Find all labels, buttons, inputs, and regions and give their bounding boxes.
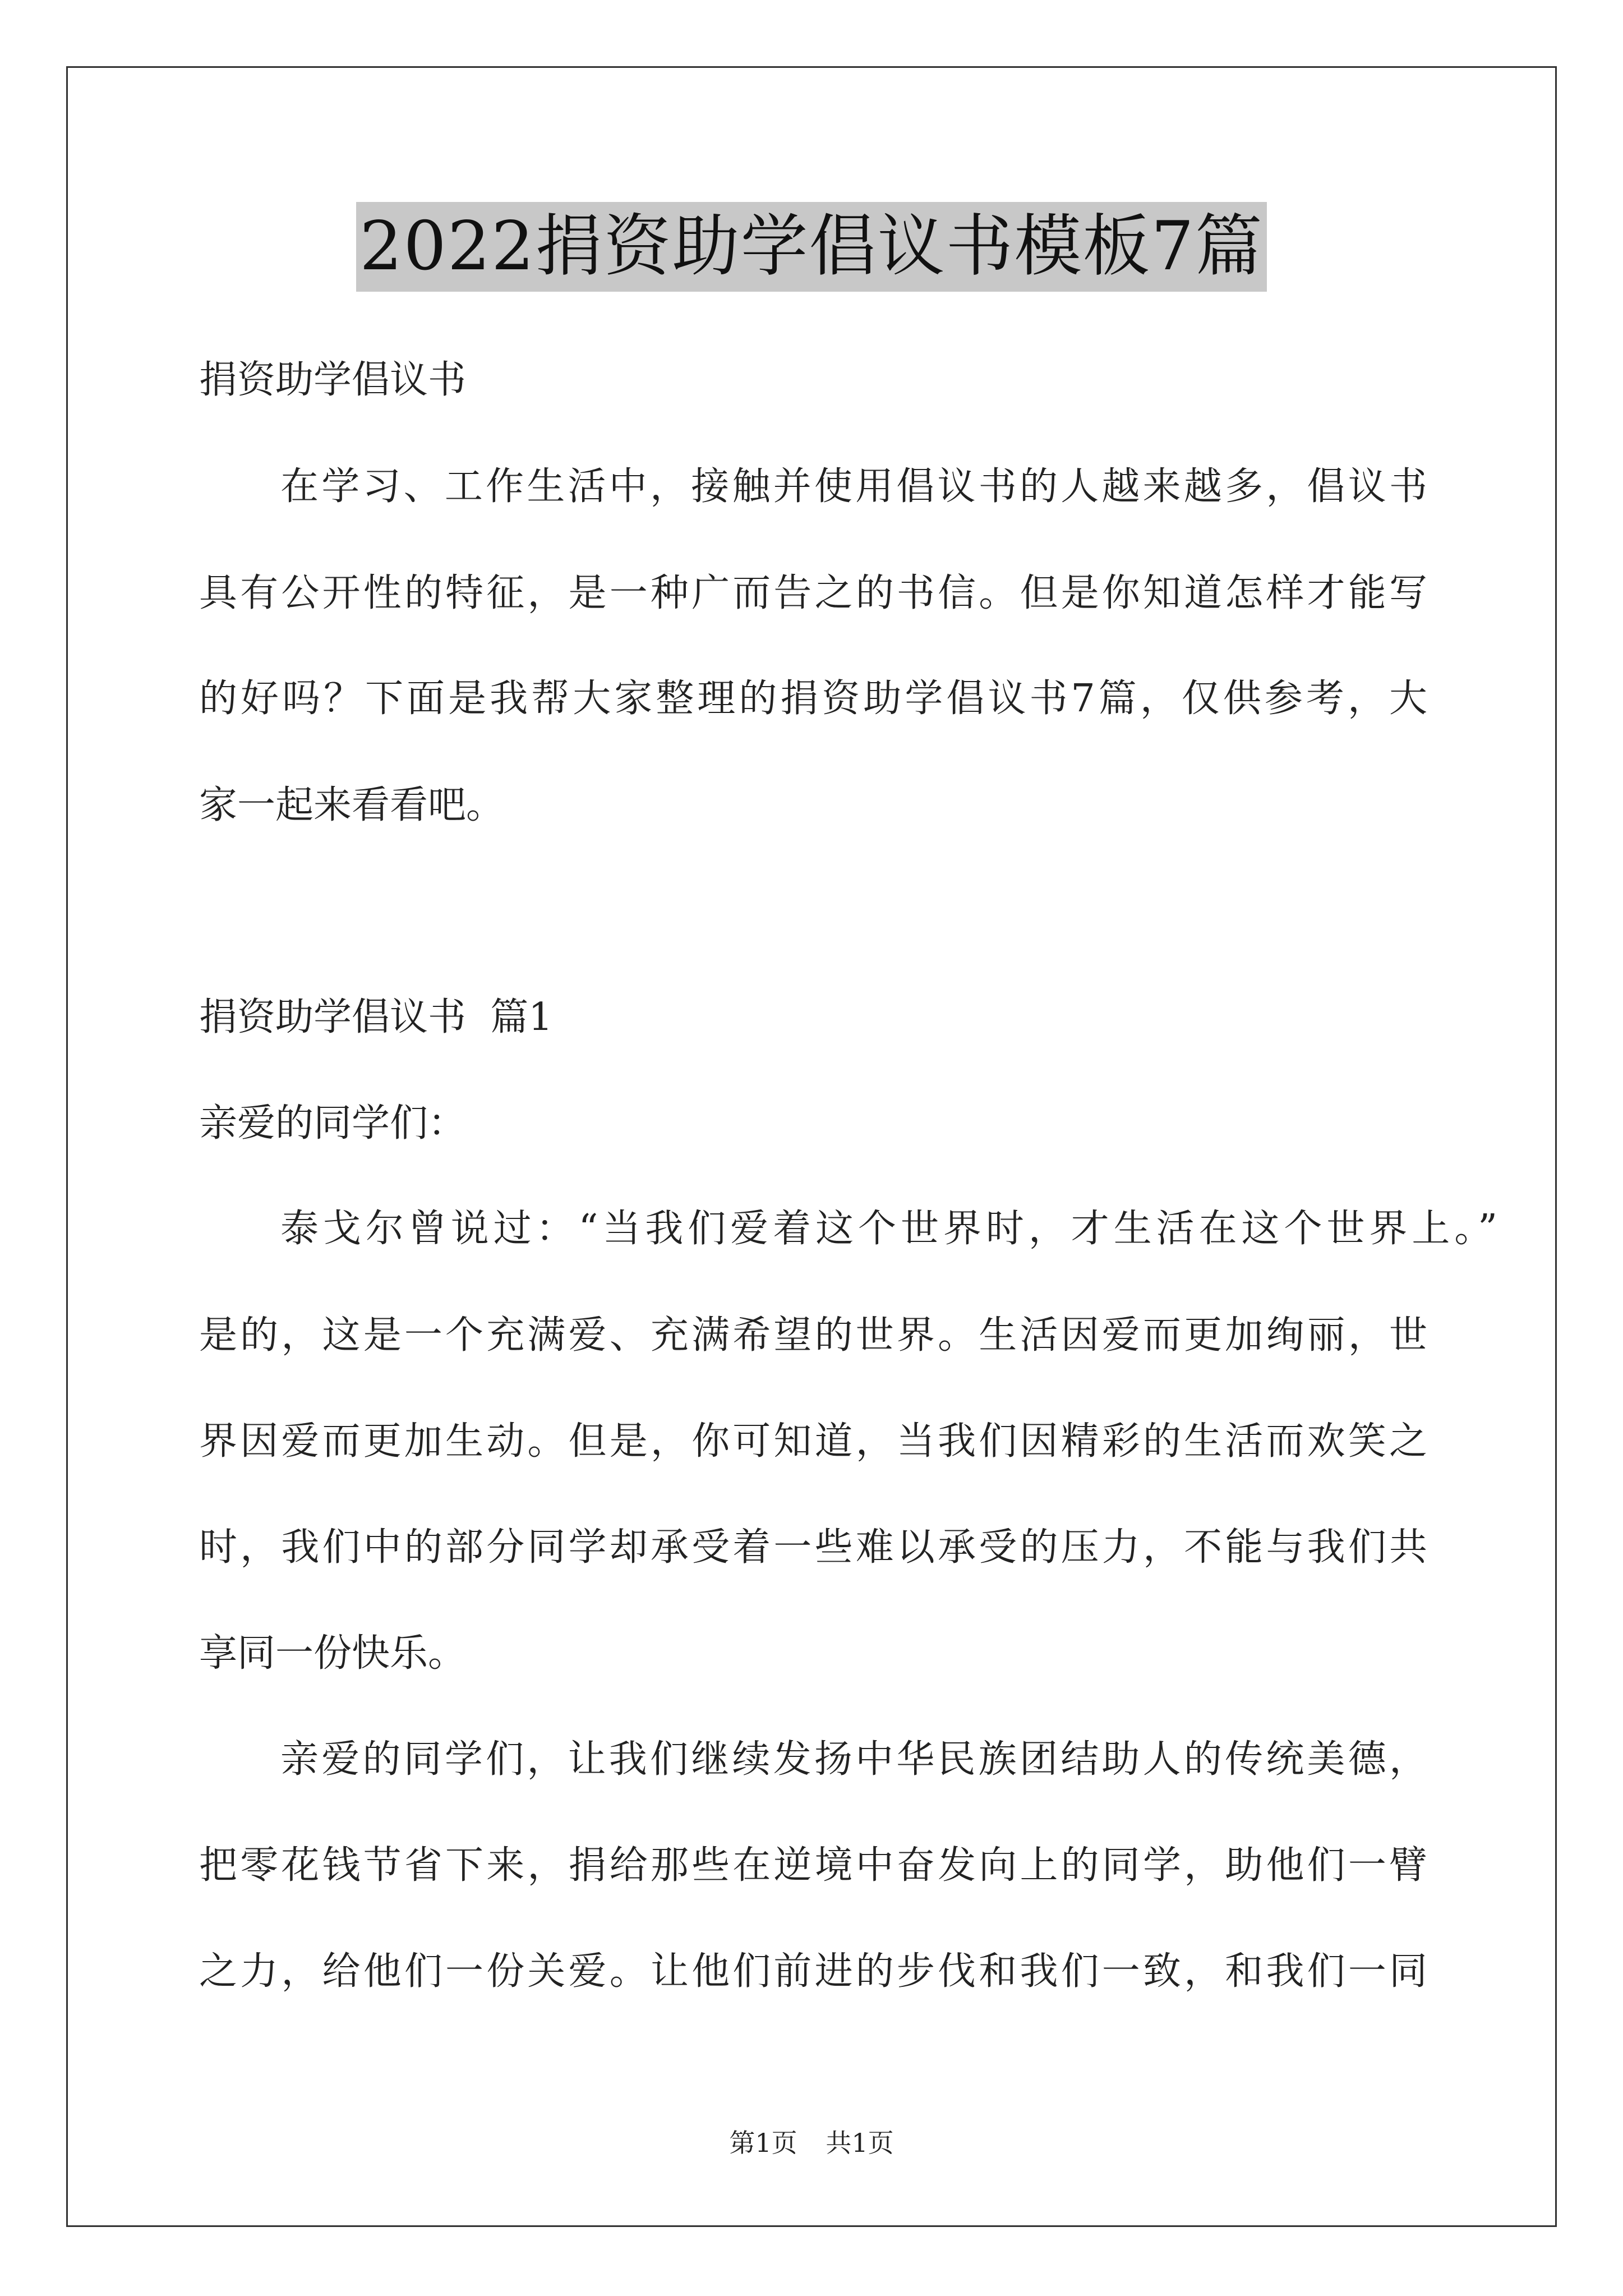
- intro-line-2: 具有公开性的特征，是一种广而告之的书信。但是你知道怎样才能写: [199, 571, 1427, 615]
- para1-line-5: 享同一份快乐。: [199, 1631, 467, 1676]
- intro-line-4: 家一起来看看吧。: [199, 783, 505, 827]
- section-heading: 捐资助学倡议书 篇1: [199, 995, 553, 1039]
- para1-line-1: 泰戈尔曾说过：“当我们爱着这个世界时，才生活在这个世界上。”: [280, 1207, 1497, 1251]
- title-container: [0, 202, 1623, 292]
- intro-heading: 捐资助学倡议书: [199, 358, 467, 402]
- intro-line-1: 在学习、工作生活中，接触并使用倡议书的人越来越多，倡议书: [280, 464, 1427, 509]
- page-footer: [0, 2126, 1623, 2160]
- para1-line-2: 是的，这是一个充满爱、充满希望的世界。生活因爱而更加绚丽，世: [199, 1313, 1427, 1358]
- para2-line-2: 把零花钱节省下来，捐给那些在逆境中奋发向上的同学，助他们一臂: [199, 1843, 1427, 1888]
- para2-line-1: 亲爱的同学们，让我们继续发扬中华民族团结助人的传统美德，: [280, 1737, 1427, 1782]
- document-title: 2022捐资助学倡议书模板7篇: [356, 202, 1267, 292]
- para1-line-4: 时，我们中的部分同学却承受着一些难以承受的压力，不能与我们共: [199, 1525, 1427, 1570]
- para1-line-3: 界因爱而更加生动。但是，你可知道，当我们因精彩的生活而欢笑之: [199, 1419, 1427, 1464]
- intro-line-3: 的好吗？下面是我帮大家整理的捐资助学倡议书7篇，仅供参考，大: [199, 677, 1427, 721]
- page-number: 第1页: [729, 2128, 797, 2158]
- para2-line-3: 之力，给他们一份关爱。让他们前进的步伐和我们一致，和我们一同: [199, 1949, 1427, 1994]
- page-total: 共1页: [826, 2128, 894, 2158]
- salutation: 亲爱的同学们：: [199, 1101, 467, 1145]
